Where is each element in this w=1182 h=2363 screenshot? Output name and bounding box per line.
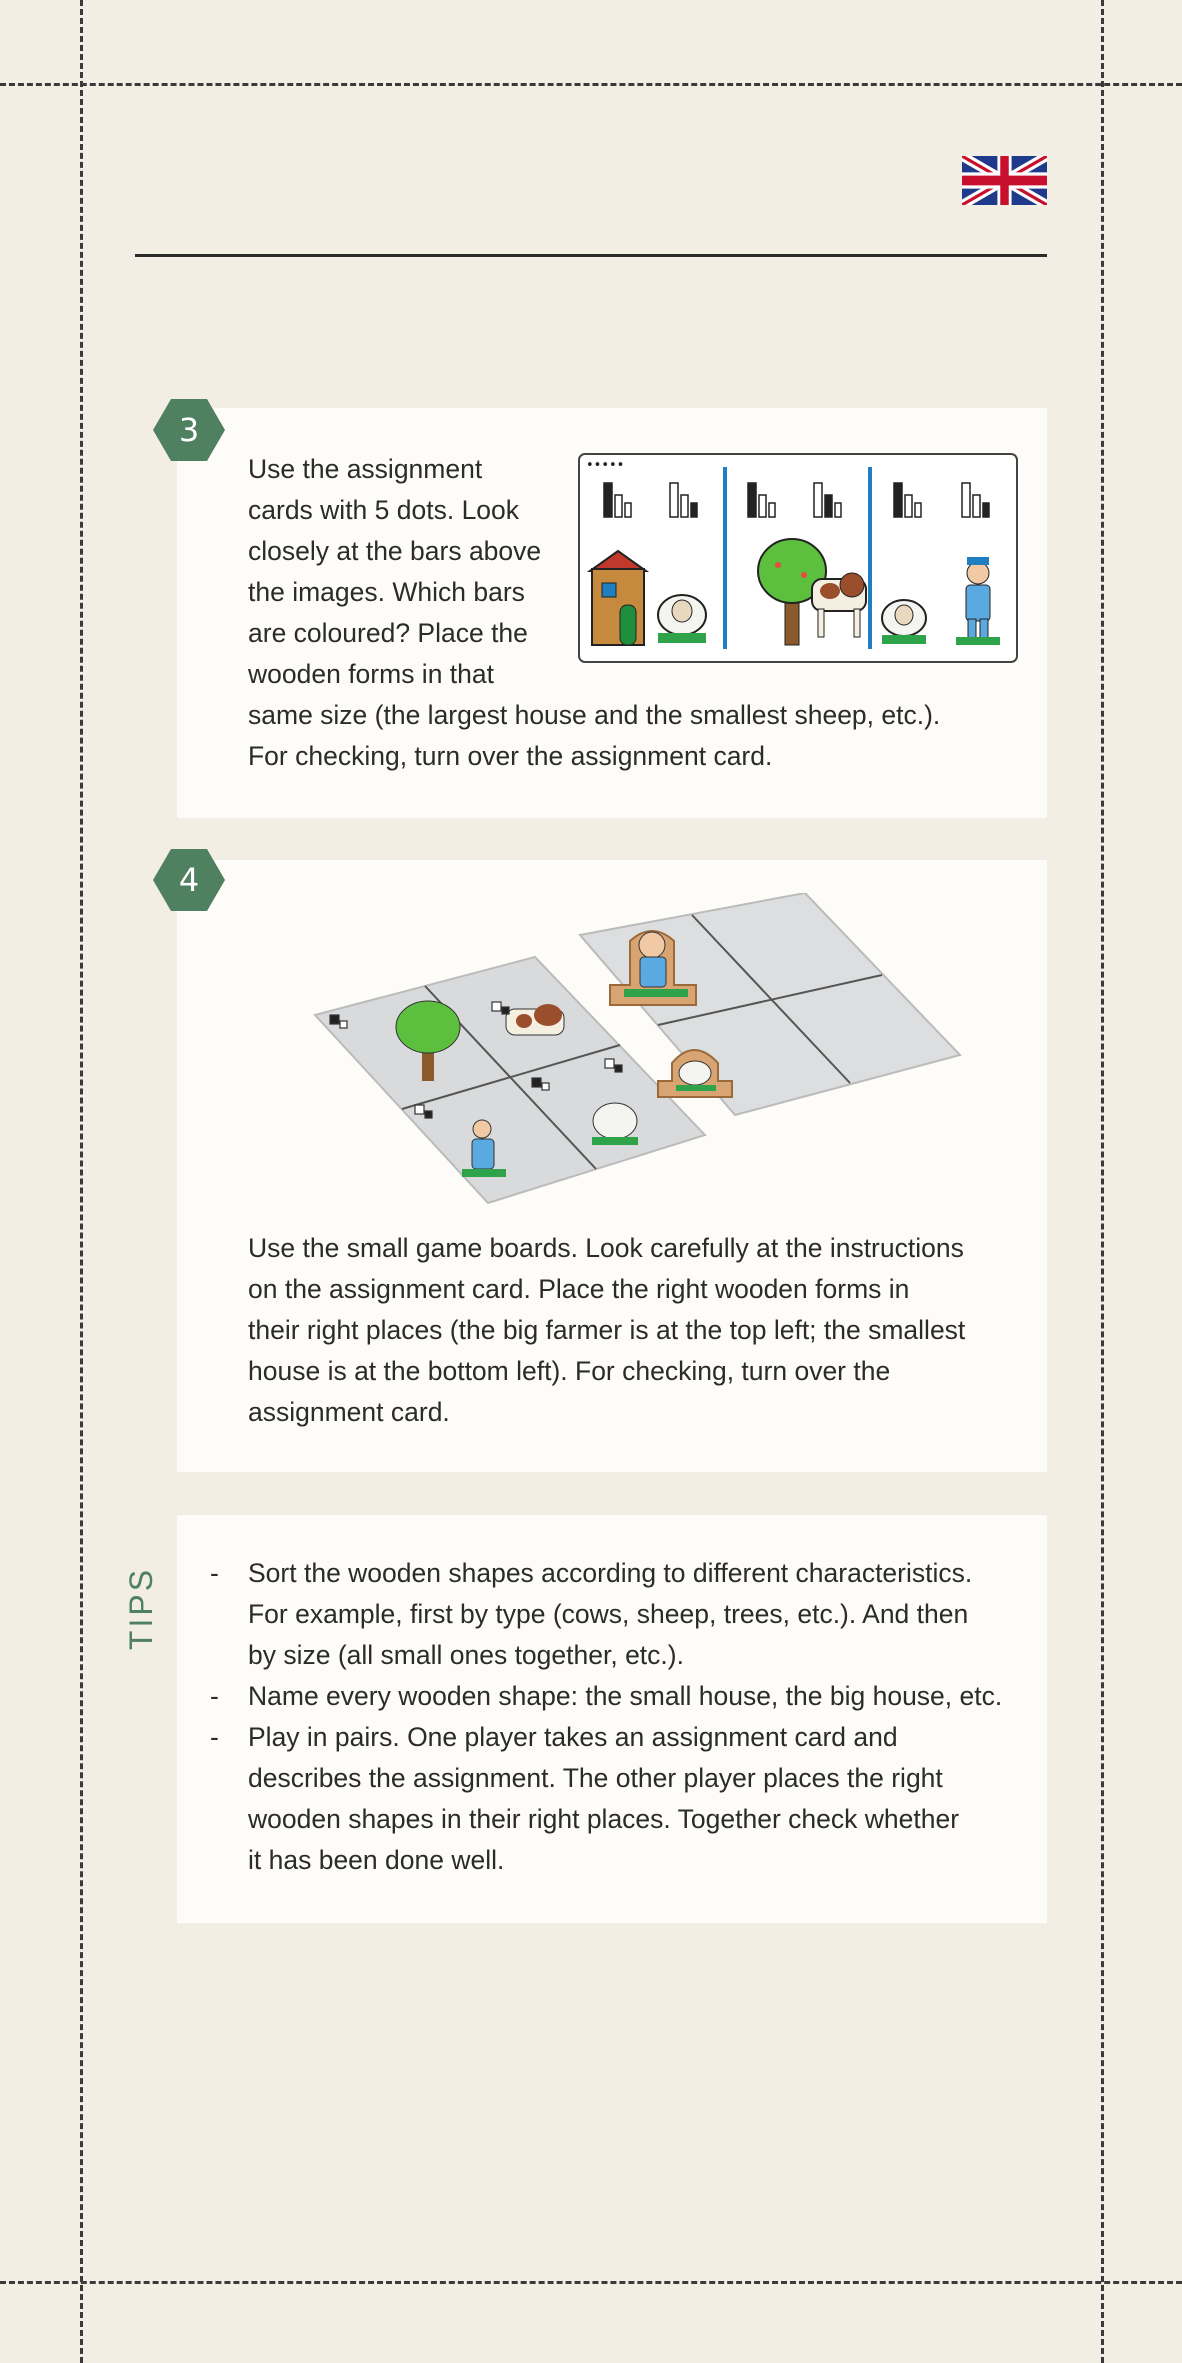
tip-item: [210, 1553, 1010, 1676]
tip-line: Sort the wooden shapes according to different characteristics.: [248, 1558, 973, 1588]
step-3-line: closely at the bars above: [248, 536, 542, 566]
cut-line-right: [1101, 0, 1104, 2363]
tip-line: by size (all small ones together, etc.).: [248, 1640, 684, 1670]
header-divider: [135, 254, 1047, 257]
tip-line: Play in pairs. One player takes an assignment card and: [248, 1722, 898, 1752]
tips-title: TIPS: [123, 1566, 160, 1651]
card-dots: •••••: [586, 458, 625, 473]
step-4-line: their right places (the big farmer is at the top left; the smallest: [248, 1315, 966, 1345]
cow-icon: [506, 1004, 564, 1035]
tips-list: [210, 1553, 1010, 1881]
game-boards-photo: [310, 893, 970, 1213]
uk-flag-icon: [962, 156, 1047, 205]
tip-line: it has been done well.: [248, 1845, 505, 1875]
sheep-icon: [658, 595, 706, 643]
step-number: 4: [178, 861, 200, 899]
cut-line-bottom: [0, 2281, 1182, 2284]
step-4-badge: [153, 849, 225, 911]
step-3-line: Use the assignment: [248, 454, 483, 484]
house-icon: [590, 551, 646, 645]
step-3-badge: [153, 399, 225, 461]
step-3-line: the images. Which bars: [248, 577, 525, 607]
step-3-line: same size (the largest house and the smallest sheep, etc.).: [248, 700, 941, 730]
step-4-line: on the assignment card. Place the right wooden forms in: [248, 1274, 910, 1304]
sheep-icon: [592, 1103, 638, 1145]
assignment-card-illustration: [578, 453, 1018, 663]
step-3-line: are coloured? Place the: [248, 618, 528, 648]
step-3-line: cards with 5 dots. Look: [248, 495, 520, 525]
tip-item: [210, 1717, 1010, 1881]
step-4-line: assignment card.: [248, 1397, 450, 1427]
step-3-line: For checking, turn over the assignment card.: [248, 741, 773, 771]
step-4-line: house is at the bottom left). For checking, turn over the: [248, 1356, 891, 1386]
cut-line-left: [80, 0, 83, 2363]
step-3-line: wooden forms in that: [248, 659, 494, 689]
cut-line-top: [0, 83, 1182, 86]
sheep-icon: [882, 600, 926, 644]
tip-line: wooden shapes in their right places. Together check whether: [248, 1804, 960, 1834]
step-number: 3: [178, 411, 200, 449]
step-4-line: Use the small game boards. Look carefully at the instructions: [248, 1233, 964, 1263]
tip-line: describes the assignment. The other player places the right: [248, 1763, 943, 1793]
tip-line: Name every wooden shape: the small house, the big house, etc.: [248, 1681, 1003, 1711]
tip-item: [210, 1676, 1010, 1717]
tip-line: For example, first by type (cows, sheep, trees, etc.). And then: [248, 1599, 969, 1629]
